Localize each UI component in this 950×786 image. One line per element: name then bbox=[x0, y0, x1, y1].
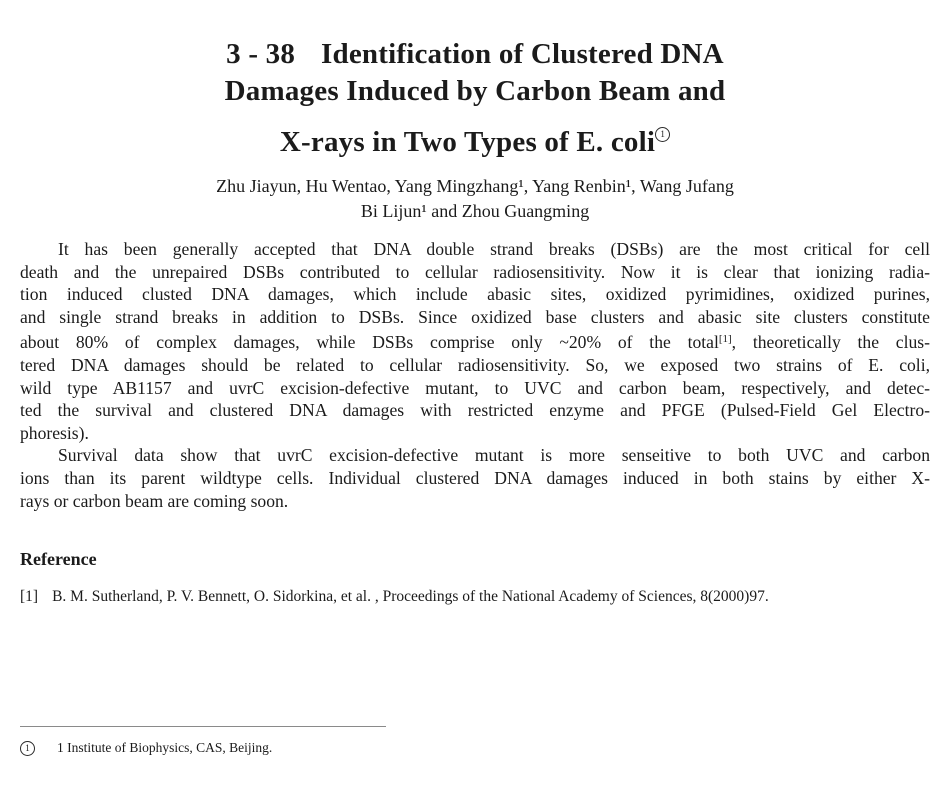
abstract-p1-line5-text: about 80% of complex damages, while DSBs comprise only ~20% of the total bbox=[20, 332, 719, 353]
reference-section bbox=[20, 548, 930, 607]
abstract-p1-line: wild type AB1157 and uvrC excision-defective mutant, to UVC and carbon beam, respectively, and detec- bbox=[20, 377, 930, 398]
abstract-p2-line: Survival data show that uvrC excision-defective mutant is more senseitive to both UVC and carbon bbox=[58, 445, 930, 466]
title-line-2: Damages Induced by Carbon Beam and bbox=[224, 75, 726, 107]
reference-entry-label: [1] bbox=[20, 588, 39, 606]
footnote-text: 1 Institute of Biophysics, CAS, Beijing. bbox=[57, 740, 273, 755]
author-line-1: Zhu Jiayun, Hu Wentao, Yang Mingzhang¹, Yang Renbin¹, Wang Jufang bbox=[216, 176, 734, 196]
abstract-p1-line: ted the survival and clustered DNA damages with restricted enzyme and PFGE (Pulsed-Field Gel Electro- bbox=[20, 400, 930, 421]
abstract-p1-line: tered DNA damages should be related to cellular radiosensitivity. So, we exposed two strains of E. coli, bbox=[20, 354, 930, 375]
footnote-marker-icon: 1 bbox=[20, 741, 35, 756]
reference-entry-text: B. M. Sutherland, P. V. Bennett, O. Sidorkina, et al. , Proceedings of the National Academy of Sciences, 8(2000)97. bbox=[52, 588, 769, 606]
title-line-3 bbox=[0, 110, 950, 161]
abstract-p1-line: It has been generally accepted that DNA double strand breaks (DSBs) are the most critical for cell bbox=[58, 239, 930, 259]
title-section-number: 3 - 38 bbox=[226, 38, 296, 70]
footnote-section bbox=[20, 726, 930, 757]
reference-entry bbox=[20, 587, 930, 607]
abstract-p1-line: tion induced clusted DNA damages, which include abasic sites, oxidized pyrimidines, oxidized purines, bbox=[20, 284, 930, 305]
author-line-2: Bi Lijun¹ and Zhou Guangming bbox=[360, 201, 590, 221]
paper-title bbox=[0, 0, 950, 161]
title-footnote-marker-icon: 1 bbox=[655, 127, 670, 142]
abstract-p2-line: rays or carbon beam are coming soon. bbox=[20, 490, 289, 511]
abstract-p1-line bbox=[20, 328, 930, 354]
abstract-text bbox=[20, 238, 930, 512]
reference-heading: Reference bbox=[20, 549, 97, 570]
abstract-p1-line: and single strand breaks in addition to DSBs. Since oxidized base clusters and abasic site clusters constitute bbox=[20, 306, 930, 327]
title-line-3-text: X-rays in Two Types of E. coli bbox=[279, 126, 656, 158]
abstract-p2-line: ions than its parent wildtype cells. Individual clustered DNA damages induced in both stains by either X- bbox=[20, 467, 930, 488]
title-line-1-text: Identification of Clustered DNA bbox=[321, 38, 724, 70]
citation-superscript: [1] bbox=[718, 333, 732, 346]
abstract-p1-line: death and the unrepaired DSBs contributed to cellular radiosensitivity. Now it is clear that ionizing radia- bbox=[20, 261, 930, 282]
footnote-row bbox=[20, 739, 930, 757]
abstract-p1-line5-text: , theoretically the clus- bbox=[731, 332, 930, 353]
title-line-1 bbox=[0, 36, 950, 73]
author-list bbox=[0, 174, 950, 224]
abstract-p1-line: phoresis). bbox=[20, 422, 89, 443]
footnote-divider bbox=[20, 726, 386, 727]
